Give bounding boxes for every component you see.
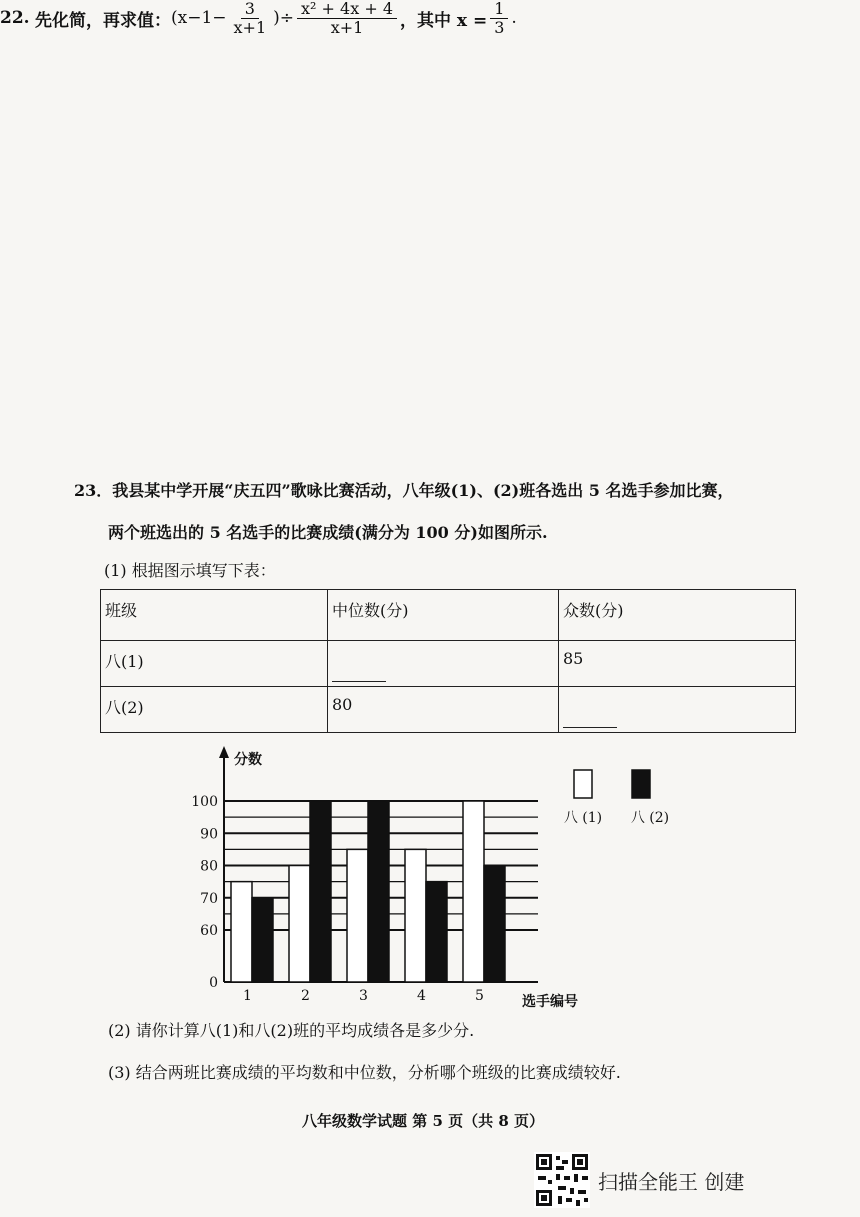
legend-swatch-class-1 [574, 770, 592, 798]
problem-23-part-3: (3) 结合两班比赛成绩的平均数和中位数，分析哪个班级的比赛成绩较好. [108, 1063, 621, 1082]
problem-23-line-2: 两个班选出的 5 名选手的比赛成绩(满分为 100 分)如图所示. [108, 523, 548, 542]
problem-22 [0, 0, 860, 36]
watermark-text: 扫描全能王 创建 [598, 1169, 745, 1194]
bar-class-1 [231, 882, 252, 982]
table-header-mode: 众数(分) [559, 590, 796, 641]
expr-open: (x−1− [170, 8, 227, 29]
table-cell-median-blank[interactable] [328, 641, 559, 687]
problem-22-number: 22. [0, 8, 30, 29]
table-cell-mode-blank[interactable] [559, 687, 796, 733]
fraction-3 [490, 0, 508, 36]
y-tick-label: 90 [200, 826, 218, 843]
legend-label-class-2: 八 (2) [630, 810, 670, 826]
bar-class-2 [426, 882, 447, 982]
table-header-class: 班级 [101, 590, 328, 641]
y-tick-label: 60 [200, 923, 218, 939]
y-tick-label: 70 [200, 890, 218, 907]
table-header-median: 中位数(分) [328, 590, 559, 641]
y-tick-label: 100 [191, 794, 218, 810]
problem-23-part-1: (1) 根据图示填写下表： [104, 561, 276, 580]
fraction-2-denominator: x+1 [330, 17, 364, 37]
y-tick-label: 0 [209, 975, 218, 991]
x-tick-label: 3 [359, 988, 368, 1004]
table-row [101, 641, 796, 687]
y-tick-label: 80 [200, 858, 218, 875]
y-axis-title: 分数 [234, 752, 262, 768]
scanner-watermark [534, 1152, 744, 1208]
qr-code-icon [534, 1152, 590, 1208]
fraction-3-denominator: 3 [494, 17, 505, 37]
x-tick-label: 5 [475, 988, 484, 1004]
table-cell-class: 八(1) [101, 641, 328, 687]
bar-class-1 [463, 801, 484, 982]
problem-22-text: 先化简，再求值： [34, 10, 171, 31]
y-axis-arrow-icon [219, 746, 229, 758]
score-table [100, 589, 796, 733]
table-header-row [101, 590, 796, 641]
table-cell-class: 八(2) [101, 687, 328, 733]
page-footer: 八年级数学试题 第 5 页（共 8 页） [302, 1112, 544, 1130]
expr-where: ，其中 x = [400, 10, 488, 31]
table-cell-mode: 85 [559, 641, 796, 687]
legend-swatch-class-2 [632, 770, 650, 798]
fraction-1-numerator: 3 [241, 0, 259, 19]
bar-class-1 [347, 849, 368, 982]
fraction-2-numerator: x² + 4x + 4 [297, 0, 397, 19]
problem-23-line-1: 23．我县某中学开展“庆五四”歌咏比赛活动，八年级(1)、(2)班各选出 5 名选手参加比赛， [74, 481, 734, 500]
bar-class-2 [252, 898, 273, 982]
problem-23-part-2: (2) 请你计算八(1)和八(2)班的平均成绩各是多少分. [108, 1021, 475, 1040]
expr-close: )÷ [273, 8, 295, 29]
x-tick-label: 4 [417, 988, 426, 1004]
bar-class-1 [289, 866, 310, 983]
fraction-2 [297, 0, 397, 36]
table-cell-median: 80 [328, 687, 559, 733]
x-axis-title: 选手编号 [522, 994, 578, 1010]
fraction-1 [230, 0, 271, 36]
bar-class-2 [310, 801, 331, 982]
fraction-1-denominator: x+1 [233, 17, 267, 37]
bar-class-1 [405, 849, 426, 982]
bar-class-2 [368, 801, 389, 982]
legend-label-class-1: 八 (1) [563, 810, 603, 826]
x-tick-label: 2 [301, 988, 310, 1004]
answer-blank[interactable] [332, 663, 386, 682]
x-tick-label: 1 [243, 988, 252, 1004]
bar-class-2 [484, 866, 505, 983]
answer-blank[interactable] [563, 709, 617, 728]
expr-end: . [511, 8, 517, 29]
bar-chart [190, 740, 710, 1025]
table-row [101, 687, 796, 733]
fraction-3-numerator: 1 [490, 0, 508, 19]
